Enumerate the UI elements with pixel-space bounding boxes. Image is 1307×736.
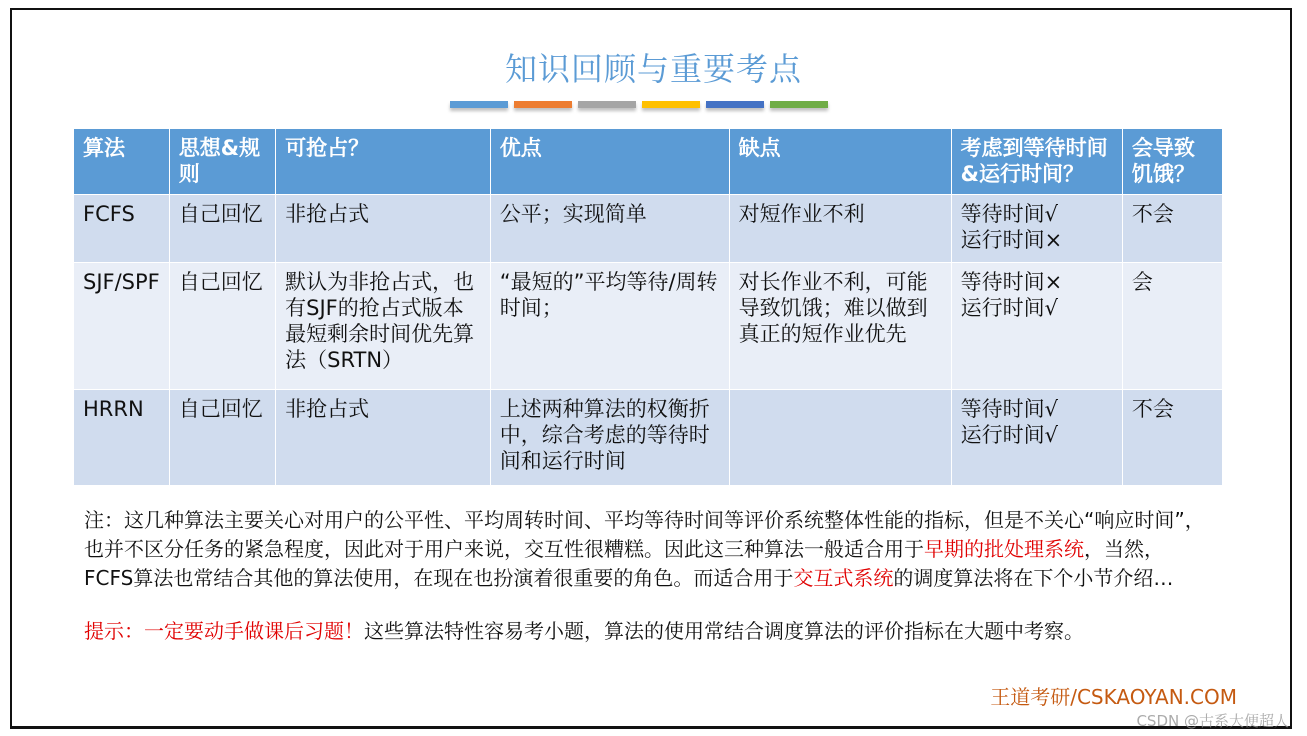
- column-header: 优点: [490, 129, 729, 195]
- table-cell: “最短的”平均等待/周转时间；: [490, 263, 729, 390]
- table-cell: 自己回忆: [169, 263, 275, 390]
- accent-bar: [770, 101, 828, 108]
- note-highlight-batch: 早期的批处理系统: [924, 537, 1084, 561]
- accent-bar: [706, 101, 764, 108]
- column-header: 算法: [74, 129, 170, 195]
- table-cell: 等待时间√ 运行时间√: [951, 390, 1122, 486]
- accent-bars: [450, 101, 828, 108]
- accent-bar: [450, 101, 508, 108]
- table-cell: 不会: [1122, 195, 1222, 263]
- algorithm-comparison-table: [73, 128, 1223, 486]
- tip-text: 这些算法特性容易考小题，算法的使用常结合调度算法的评价指标在大题中考察。: [364, 619, 1084, 643]
- accent-bar: [578, 101, 636, 108]
- table-cell: 自己回忆: [169, 390, 275, 486]
- tip-paragraph: [84, 617, 1209, 646]
- table-cell: 等待时间× 运行时间√: [951, 263, 1122, 390]
- table-cell: 对长作业不利，可能导致饥饿；难以做到真正的短作业优先: [729, 263, 951, 390]
- table-cell: 对短作业不利: [729, 195, 951, 263]
- slide-title: 知识回顾与重要考点: [504, 50, 802, 88]
- tip-highlight: 提示：一定要动手做课后习题！: [84, 619, 364, 643]
- note-paragraph: [84, 506, 1209, 593]
- column-header: 会导致饥饿？: [1122, 129, 1222, 195]
- table-cell: 默认为非抢占式，也有SJF的抢占式版本最短剩余时间优先算法（SRTN）: [276, 263, 491, 390]
- table-cell: 不会: [1122, 390, 1222, 486]
- note-text: ，当然，FCFS算法也常结合其他的算法使用，在现在也扮演着很重要的角色。而适合用于: [84, 537, 1164, 590]
- table-cell: 非抢占式: [276, 390, 491, 486]
- table-cell: 会: [1122, 263, 1222, 390]
- brand-label: 王道考研/CSKAOYAN.COM: [990, 685, 1237, 709]
- table-cell: 上述两种算法的权衡折中，综合考虑的等待时间和运行时间: [490, 390, 729, 486]
- csdn-watermark: CSDN @古系大便超人: [1136, 712, 1289, 730]
- table-row: [74, 390, 1223, 486]
- table-cell: 等待时间√ 运行时间×: [951, 195, 1122, 263]
- table-cell: HRRN: [74, 390, 170, 486]
- column-header: 可抢占？: [276, 129, 491, 195]
- table-cell: SJF/SPF: [74, 263, 170, 390]
- table-cell: 公平；实现简单: [490, 195, 729, 263]
- slide-body: [73, 128, 1223, 646]
- note-text: 的调度算法将在下个小节介绍…: [893, 566, 1174, 590]
- table-cell: 非抢占式: [276, 195, 491, 263]
- column-header: 思想&规则: [169, 129, 275, 195]
- table-cell: 自己回忆: [169, 195, 275, 263]
- note-text: 注：这几种算法主要关心对用户的公平性、平均周转时间、平均等待时间等评价系统整体性能的指标，但是不关心“响应时间”，也并不区分任务的紧急程度，因此对于用户来说，交互性很糟糕。因此这三种算法一般适合用于: [84, 508, 1205, 561]
- table-cell: [729, 390, 951, 486]
- accent-bar: [642, 101, 700, 108]
- table-cell: FCFS: [74, 195, 170, 263]
- accent-bar: [514, 101, 572, 108]
- table-row: [74, 263, 1223, 390]
- column-header: 缺点: [729, 129, 951, 195]
- column-header: 考虑到等待时间&运行时间？: [951, 129, 1122, 195]
- note-highlight-interactive: 交互式系统: [793, 566, 894, 590]
- table-row: [74, 195, 1223, 263]
